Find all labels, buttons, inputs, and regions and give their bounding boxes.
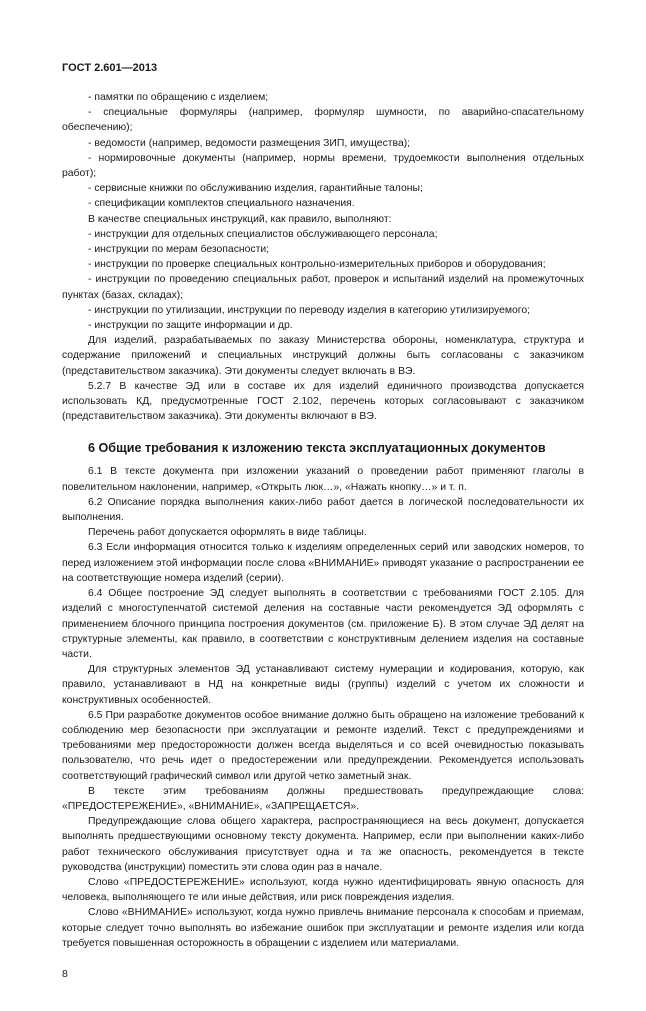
paragraph: - спецификации комплектов специального назначения. [88,198,355,210]
paragraph: 6.3 Если информация относится только к изделиям определенных серий или заводских номеров, то перед изложением этой информации после слова «ВНИМАНИЕ» приводят указание о распространении ее на соответствующие номера изделий (серии). [62,542,584,584]
paragraph: 6.1 В тексте документа при изложении указаний о проведении работ применяют глаголы в повелительном наклонении, например, «Открыть люк…», «Нажать кнопку…» и т. п. [62,466,584,493]
paragraph: Предупреждающие слова общего характера, распространяющиеся на весь документ, допускается выполнять предшествующими основному тексту документа. Например, если при выполнении каких-либо работ технического обслуживания присутствует одна и та же опасность, рекомендуется в тексте руководства (инструкции) поместить эти слова один раз в начале. [62,816,584,873]
paragraph: - сервисные книжки по обслуживанию изделия, гарантийные талоны; [88,183,423,195]
section-6-text [62,464,584,951]
document-header: ГОСТ 2.601—2013 [62,62,158,74]
paragraph: Слово «ВНИМАНИЕ» используют, когда нужно привлечь внимание персонала к способам и приемам, которые следует точно выполнять во избежание ошибок при эксплуатации и ремонте изделия или когда требуется повышенная осторожность в обращении с изделием или материалами. [62,907,584,949]
paragraph: Для структурных элементов ЭД устанавливают систему нумерации и кодирования, которую, как правило, устанавливают в НД на конкретные виды (группы) изделий с учетом их сложности и конструктивных особенностей. [62,664,584,706]
paragraph: - инструкции для отдельных специалистов обслуживающего персонала; [88,228,438,240]
section-heading: 6 Общие требования к изложению текста эксплуатационных документов [88,441,546,456]
paragraph: Перечень работ допускается оформлять в виде таблицы. [88,527,367,539]
page-body [62,90,584,951]
paragraph: 5.2.7 В качестве ЭД или в составе их для изделий единичного производства допускается использовать КД, предусмотренные ГОСТ 2.102, перечень которых согласовывают с заказчиком (представительством заказчика). Эти документы включают в ВЭ. [62,380,584,423]
paragraph: - инструкции по утилизации, инструкции по переводу изделия в категорию утилизируемого; [88,304,531,316]
paragraph: - памятки по обращению с изделием; [88,92,269,103]
paragraph: - инструкции по проведению специальных работ, проверок и испытаний изделий на промежуточных пунктах (базах, складах); [62,274,584,301]
section-5-text [62,90,584,424]
paragraph: В качестве специальных инструкций, как правило, выполняют: [88,213,392,225]
paragraph: - ведомости (например, ведомости размещения ЗИП, имущества); [88,137,411,149]
paragraph: - специальные формуляры (например, формуляр шумности, по аварийно-спасательному обеспечению); [62,107,584,134]
paragraph: 6.4 Общее построение ЭД следует выполнять в соответствии с требованиями ГОСТ 2.105. Для изделий с многоступенчатой системой деления на составные части рекомендуется ЭД оформлять с применением блочного принципа построения документов (см. приложение Б). В этом случае ЭД делят на структурные элементы, как правило, в соответствии с конструктивным делением изделия на составные части. [62,588,584,660]
paragraph: - нормировочные документы (например, нормы времени, трудоемкости выполнения отдельных работ); [62,152,584,180]
paragraph: 6.2 Описание порядка выполнения каких-либо работ дается в логической последовательности их выполнения. [62,496,584,524]
paragraph: Слово «ПРЕДОСТЕРЕЖЕНИЕ» используют, когда нужно идентифицировать явную опасность для человека, выполняющего те или иные действия, или риск повреждения изделия. [62,876,584,904]
paragraph: - инструкции по мерам безопасности; [88,244,270,256]
paragraph: В тексте этим требованиям должны предшествовать предупреждающие слова: «ПРЕДОСТЕРЕЖЕНИЕ», «ВНИМАНИЕ», «ЗАПРЕЩАЕТСЯ». [62,785,584,812]
page-number: 8 [62,967,68,980]
paragraph: - инструкции по проверке специальных контрольно-измерительных приборов и оборудования; [88,259,546,271]
paragraph: Для изделий, разрабатываемых по заказу Министерства обороны, номенклатура, структура и содержание приложений и специальных инструкций должны быть согласованы с заказчиком (представительством заказчика). Эти документы следует включать в ВЭ. [62,335,584,377]
paragraph: - инструкции по защите информации и др. [88,320,293,332]
paragraph: 6.5 При разработке документов особое внимание должно быть обращено на изложение требований к соблюдению мер безопасности при эксплуатации и ремонте изделий. Текст с предупреждениями и требованиями мер предосторожности должен всегда выделяться и со всей очевидностью показывать пользователю, что речь идет о предостережении или предупреждении. Рекомендуется использовать соответствующий графический символ или другой четко заметный знак. [62,709,584,782]
